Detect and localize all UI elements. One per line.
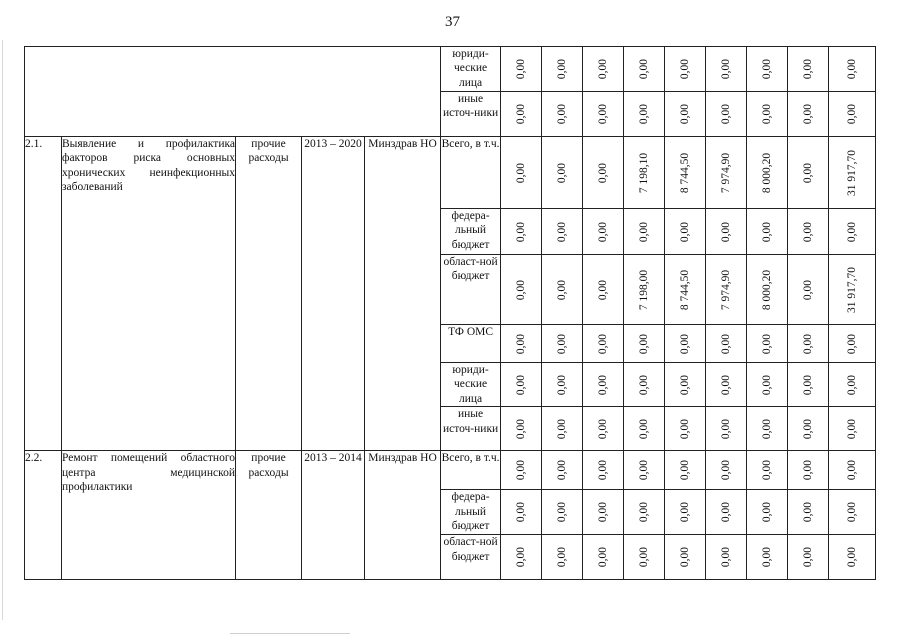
value-cell: 0,00: [624, 407, 665, 451]
value-cell: 0,00: [542, 137, 583, 209]
value-cell: 0,00: [788, 209, 829, 255]
value-cell: 0,00: [747, 47, 788, 92]
continuation-cell: [25, 47, 441, 137]
value-cell: 0,00: [665, 47, 706, 92]
value-cell: 0,00: [829, 47, 876, 92]
funding-source: област-ной бюджет: [441, 535, 501, 580]
value-cell: 0,00: [706, 535, 747, 580]
value-cell: 0,00: [829, 325, 876, 363]
value-cell: 0,00: [624, 47, 665, 92]
value-cell: 0,00: [624, 209, 665, 255]
measure-name: Ремонт помещений областного центра медицинской профилактики: [62, 451, 236, 580]
value-cell: 0,00: [501, 535, 542, 580]
value-cell: 0,00: [829, 209, 876, 255]
value-cell: 0,00: [706, 92, 747, 137]
value-cell: 0,00: [501, 325, 542, 363]
table-row: [25, 451, 876, 490]
budget-table-body: [25, 47, 876, 580]
funding-source: федера-льный бюджет: [441, 490, 501, 535]
value-cell: 0,00: [788, 255, 829, 325]
value-cell: 0,00: [706, 407, 747, 451]
value-cell: 0,00: [788, 47, 829, 92]
value-cell: 0,00: [583, 47, 624, 92]
value-cell: 0,00: [706, 363, 747, 407]
value-cell: 0,00: [829, 451, 876, 490]
value-cell: 0,00: [542, 47, 583, 92]
value-cell: 0,00: [747, 407, 788, 451]
value-cell: 0,00: [501, 451, 542, 490]
value-cell: 0,00: [829, 363, 876, 407]
value-cell: 0,00: [501, 209, 542, 255]
funding-source: Всего, в т.ч.: [441, 137, 501, 209]
table-row: [25, 47, 876, 92]
value-cell: 0,00: [788, 325, 829, 363]
value-cell: 0,00: [788, 137, 829, 209]
value-cell: 0,00: [624, 490, 665, 535]
scan-artifact-line: [230, 633, 350, 634]
value-cell: 0,00: [501, 407, 542, 451]
funding-source: федера-льный бюджет: [441, 209, 501, 255]
budget-table: [24, 46, 876, 580]
value-cell: 0,00: [583, 209, 624, 255]
funding-source: юриди-ческие лица: [441, 47, 501, 92]
value-cell: 7 198,10: [624, 137, 665, 209]
value-cell: 0,00: [706, 209, 747, 255]
expense-type: прочие расходы: [236, 137, 302, 451]
value-cell: 0,00: [788, 363, 829, 407]
value-cell: 0,00: [829, 92, 876, 137]
value-cell: 31 917,70: [829, 137, 876, 209]
value-cell: 0,00: [747, 535, 788, 580]
value-cell: 0,00: [501, 255, 542, 325]
value-cell: 0,00: [624, 325, 665, 363]
value-cell: 0,00: [747, 92, 788, 137]
value-cell: 0,00: [583, 325, 624, 363]
scan-margin-line: [2, 40, 3, 620]
value-cell: 0,00: [583, 535, 624, 580]
value-cell: 0,00: [583, 137, 624, 209]
value-cell: 0,00: [501, 137, 542, 209]
value-cell: 0,00: [706, 47, 747, 92]
value-cell: 0,00: [788, 407, 829, 451]
funding-source: иные источ-ники: [441, 92, 501, 137]
value-cell: 8 744,50: [665, 255, 706, 325]
value-cell: 0,00: [501, 47, 542, 92]
executor: Минздрав НО: [365, 451, 441, 580]
funding-source: ТФ ОМС: [441, 325, 501, 363]
value-cell: 0,00: [665, 209, 706, 255]
value-cell: 0,00: [501, 490, 542, 535]
value-cell: 0,00: [788, 535, 829, 580]
value-cell: 0,00: [583, 407, 624, 451]
value-cell: 0,00: [501, 363, 542, 407]
measure-number: 2.1.: [25, 137, 62, 451]
value-cell: 8 744,50: [665, 137, 706, 209]
value-cell: 7 974,90: [706, 137, 747, 209]
page-number: 37: [445, 14, 460, 30]
value-cell: 0,00: [829, 535, 876, 580]
executor: Минздрав НО: [365, 137, 441, 451]
funding-source: област-ной бюджет: [441, 255, 501, 325]
value-cell: 0,00: [706, 451, 747, 490]
value-cell: 0,00: [706, 490, 747, 535]
value-cell: 0,00: [665, 363, 706, 407]
value-cell: 0,00: [747, 209, 788, 255]
value-cell: 0,00: [583, 363, 624, 407]
value-cell: 0,00: [665, 535, 706, 580]
value-cell: 0,00: [542, 325, 583, 363]
value-cell: 0,00: [583, 490, 624, 535]
value-cell: 8 000,20: [747, 137, 788, 209]
value-cell: 0,00: [583, 255, 624, 325]
funding-source: Всего, в т.ч.: [441, 451, 501, 490]
value-cell: 0,00: [747, 451, 788, 490]
value-cell: 0,00: [542, 535, 583, 580]
value-cell: 0,00: [788, 92, 829, 137]
value-cell: 0,00: [624, 535, 665, 580]
value-cell: 0,00: [788, 490, 829, 535]
expense-type: прочие расходы: [236, 451, 302, 580]
measure-name: Выявление и профилактика факторов риска основных хронических неинфекционных заболеваний: [62, 137, 236, 451]
value-cell: 0,00: [747, 490, 788, 535]
value-cell: 7 974,90: [706, 255, 747, 325]
value-cell: 0,00: [583, 92, 624, 137]
value-cell: 7 198,00: [624, 255, 665, 325]
period: 2013 – 2020: [302, 137, 365, 451]
value-cell: 0,00: [624, 92, 665, 137]
value-cell: 0,00: [542, 255, 583, 325]
value-cell: 0,00: [583, 451, 624, 490]
value-cell: 0,00: [665, 92, 706, 137]
value-cell: 0,00: [706, 325, 747, 363]
table-row: [25, 137, 876, 209]
period: 2013 – 2014: [302, 451, 365, 580]
value-cell: 0,00: [624, 451, 665, 490]
value-cell: 0,00: [665, 490, 706, 535]
funding-source: юриди-ческие лица: [441, 363, 501, 407]
value-cell: 0,00: [542, 407, 583, 451]
value-cell: 0,00: [788, 451, 829, 490]
value-cell: 0,00: [542, 92, 583, 137]
measure-number: 2.2.: [25, 451, 62, 580]
value-cell: 0,00: [542, 363, 583, 407]
funding-source: иные источ-ники: [441, 407, 501, 451]
value-cell: 0,00: [829, 407, 876, 451]
value-cell: 31 917,70: [829, 255, 876, 325]
value-cell: 0,00: [665, 407, 706, 451]
value-cell: 0,00: [624, 363, 665, 407]
value-cell: 0,00: [501, 92, 542, 137]
value-cell: 8 000,20: [747, 255, 788, 325]
value-cell: 0,00: [542, 490, 583, 535]
value-cell: 0,00: [665, 451, 706, 490]
value-cell: 0,00: [542, 209, 583, 255]
value-cell: 0,00: [747, 325, 788, 363]
value-cell: 0,00: [542, 451, 583, 490]
value-cell: 0,00: [829, 490, 876, 535]
value-cell: 0,00: [747, 363, 788, 407]
value-cell: 0,00: [665, 325, 706, 363]
